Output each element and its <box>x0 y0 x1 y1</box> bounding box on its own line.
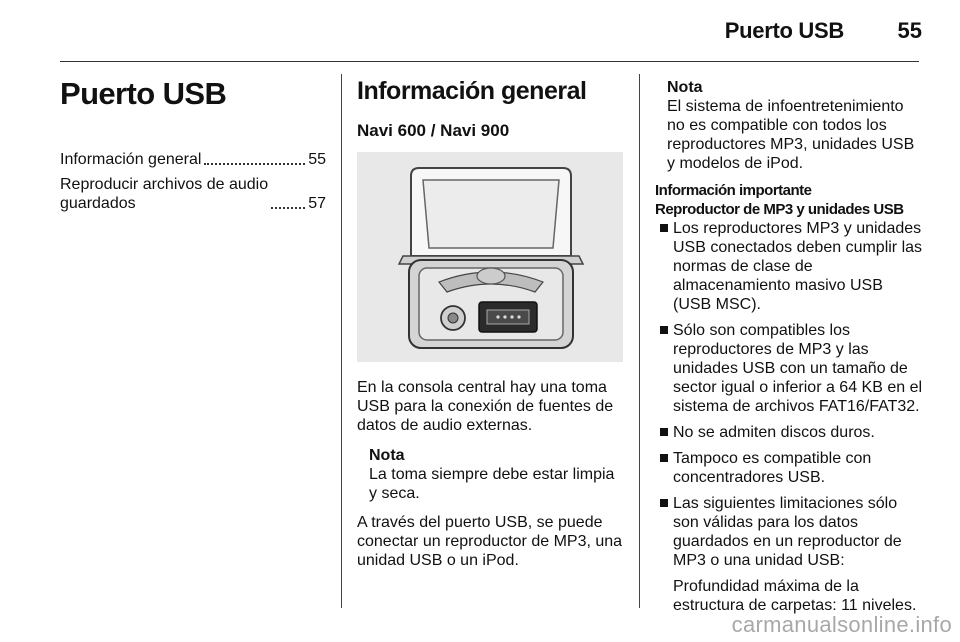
note-label: Nota <box>667 79 703 96</box>
section-subheading: Navi 600 / Navi 900 <box>357 121 510 140</box>
folder-depth-limit: Profundidad máxima de la estructura de carpetas: 11 niveles. <box>673 578 917 614</box>
toc-entry[interactable] <box>60 175 326 213</box>
requirements-list <box>655 219 923 615</box>
column-divider-right <box>639 74 640 608</box>
header-title: Puerto USB <box>724 18 844 43</box>
usb-port-icon <box>357 152 623 362</box>
intro-paragraph: En la consola central hay una toma USB para la conexión de fuentes de datos de audio externas. <box>357 379 614 434</box>
left-column <box>60 70 326 219</box>
header-rule <box>60 61 919 62</box>
square-bullet-icon <box>660 499 668 507</box>
toc-entry-page: 57 <box>308 195 326 212</box>
list-item <box>655 219 923 314</box>
watermark: carmanualsonline.info <box>731 612 952 637</box>
mp3-usb-subheading: Reproductor de MP3 y unidades USB <box>655 201 904 218</box>
note-block <box>369 446 623 503</box>
list-item-text: Los reproductores MP3 y unidades USB conectados deben cumplir las normas de clase de almacenamiento masivo USB (USB MSC). <box>673 220 923 313</box>
list-item <box>655 423 923 442</box>
toc-leader-dots <box>271 207 305 209</box>
note-block <box>667 78 923 173</box>
toc-entry-page: 55 <box>308 151 326 168</box>
chapter-title: Puerto USB <box>60 76 227 111</box>
usb-port-illustration <box>357 152 623 362</box>
toc-leader-dots <box>204 163 305 165</box>
note-text: La toma siempre debe estar limpia y seca. <box>369 466 615 502</box>
square-bullet-icon <box>660 454 668 462</box>
note-text: El sistema de infoentretenimiento no es compatible con todos los reproductores MP3, unidades USB y modelos de iPod. <box>667 98 915 172</box>
note-label: Nota <box>369 447 405 464</box>
square-bullet-icon <box>660 428 668 436</box>
important-info-heading: Información importante <box>655 182 812 199</box>
toc-entry[interactable] <box>60 150 326 169</box>
toc-entry-text: Reproducir archivos de audio guardados <box>60 176 269 212</box>
table-of-contents <box>60 150 326 213</box>
middle-column <box>357 70 623 570</box>
toc-entry-text: Información general <box>60 151 202 168</box>
list-item-text: Sólo son compatibles los reproductores de MP3 y las unidades USB con un tamaño de sector igual o inferior a 64 KB en el sistema de archivos FAT16/FAT32. <box>673 322 923 415</box>
list-item <box>655 494 923 615</box>
section-heading: Información general <box>357 77 587 105</box>
list-item-text: Tampoco es compatible con concentradores USB. <box>673 450 872 486</box>
right-column <box>655 70 923 622</box>
column-divider-left <box>341 74 342 608</box>
usb-connect-paragraph: A través del puerto USB, se puede conectar un reproductor de MP3, una unidad USB o un iPod. <box>357 514 623 569</box>
square-bullet-icon <box>660 326 668 334</box>
list-item <box>655 321 923 416</box>
list-item-text: No se admiten discos duros. <box>673 424 875 441</box>
header-page-number: 55 <box>897 18 922 43</box>
list-item <box>655 449 923 487</box>
list-item-text: Las siguientes limitaciones sólo son válidas para los datos guardados en un reproductor de MP3 o una unidad USB: <box>673 495 902 569</box>
page-header <box>0 18 960 48</box>
square-bullet-icon <box>660 224 668 232</box>
